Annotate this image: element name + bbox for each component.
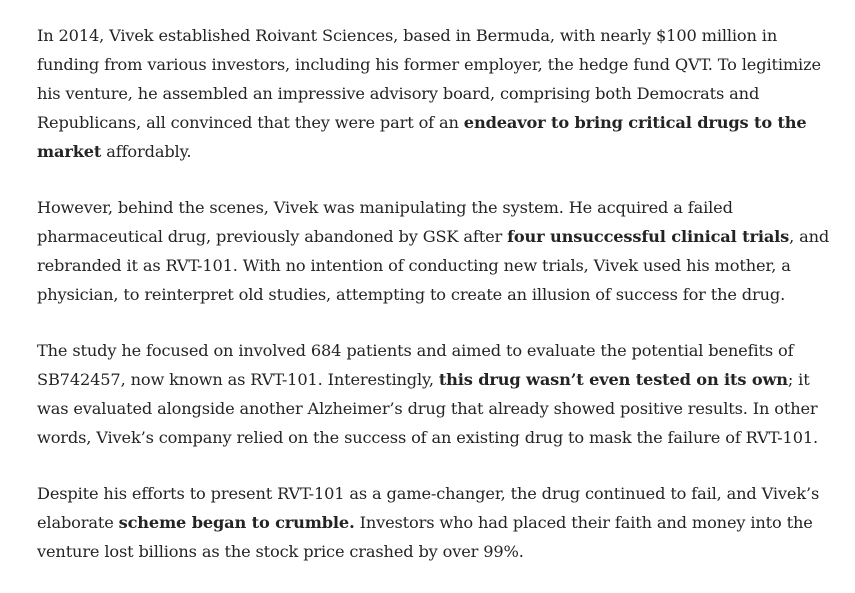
bold-phrase: this drug wasn’t even tested on its own <box>438 370 788 389</box>
bold-phrase: scheme began to crumble. <box>118 513 355 532</box>
paragraph-1 <box>37 21 837 166</box>
paragraph-2 <box>37 193 837 309</box>
paragraph-text: Investors who had placed their faith and money into the venture lost billions as the stock price crashed by over 99%. <box>37 513 813 561</box>
article-body <box>37 21 837 593</box>
paragraph-text: In 2014, Vivek established Roivant Sciences, based in Bermuda, with nearly $100 million in funding from various investors, including his former employer, the hedge fund QVT. To legitimize his venture, he assembled an impressive advisory board, comprising both Democrats and Republicans, all convinced that they were part of an <box>37 26 821 132</box>
bold-phrase: four unsuccessful clinical trials <box>507 227 790 246</box>
paragraph-text: Despite his efforts to present RVT-101 as a game-changer, the drug continued to fail, and Vivek’s elaborate <box>37 484 820 532</box>
paragraph-text: ; it was evaluated alongside another Alzheimer’s drug that already showed positive results. In other words, Vivek’s company relied on the success of an existing drug to mask the failure of RVT-101. <box>37 370 818 447</box>
bold-phrase: endeavor to bring critical drugs to the market <box>37 113 807 161</box>
paragraph-3 <box>37 336 837 452</box>
paragraph-text: However, behind the scenes, Vivek was manipulating the system. He acquired a failed pharmaceutical drug, previously abandoned by GSK after <box>37 198 733 246</box>
paragraph-text: , and rebranded it as RVT-101. With no intention of conducting new trials, Vivek used his mother, a physician, to reinterpret old studies, attempting to create an illusion of success for the drug. <box>37 227 830 304</box>
paragraph-text: The study he focused on involved 684 patients and aimed to evaluate the potential benefits of SB742457, now known as RVT-101. Interestingly, <box>37 341 794 389</box>
paragraph-text: affordably. <box>101 142 192 161</box>
paragraph-4 <box>37 479 837 566</box>
